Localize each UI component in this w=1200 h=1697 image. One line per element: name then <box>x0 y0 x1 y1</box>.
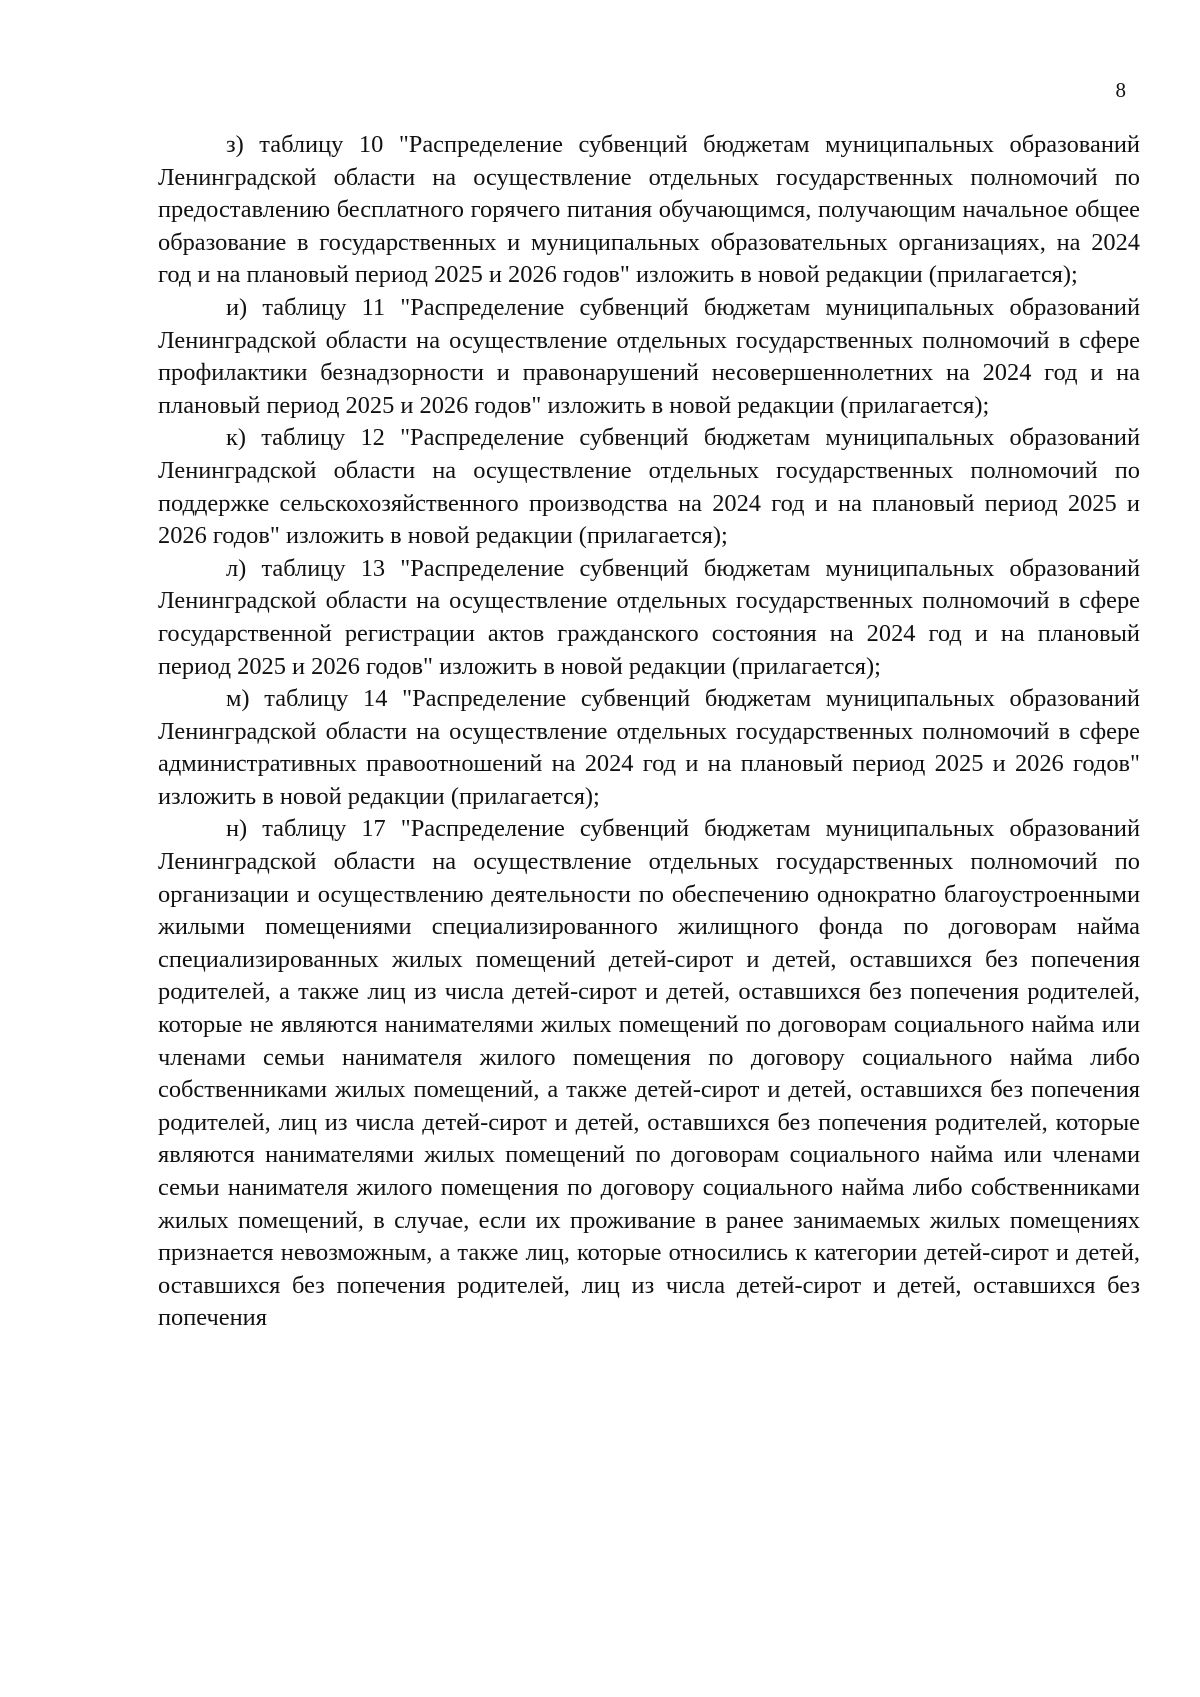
paragraph-m: м) таблицу 14 "Распределение субвенций бюджетам муниципальных образований Ленинградской области на осуществление отдельных государственных полномочий в сфере административных правоотношений на 2024 год и на плановый период 2025 и 2026 годов" изложить в новой редакции (прилагается); <box>158 685 1140 810</box>
paragraph-n: н) таблицу 17 "Распределение субвенций бюджетам муниципальных образований Ленинградской области на осуществление отдельных государственных полномочий по организации и осуществлению деятельности по обеспечению однократно благоустроенными жилыми помещениями специализированного жилищного фонда по договорам найма специализированных жилых помещений детей-сирот и детей, оставшихся без попечения родителей, а также лиц из числа детей-сирот и детей, оставшихся без попечения родителей, которые не являются нанимателями жилых помещений по договорам социального найма или членами семьи нанимателя жилого помещения по договору социального найма либо собственниками жилых помещений, а также детей-сирот и детей, оставшихся без попечения родителей, лиц из числа детей-сирот и детей, оставшихся без попечения родителей, которые являются нанимателями жилых помещений по договорам социального найма или членами семьи нанимателя жилого помещения по договору социального найма либо собственниками жилых помещений, в случае, если их проживание в ранее занимаемых жилых помещениях признается невозможным, а также лиц, которые относились к категории детей-сирот и детей, оставшихся без попечения родителей, лиц из числа детей-сирот и детей, оставшихся без попечения <box>158 815 1140 1332</box>
paragraph-i: и) таблицу 11 "Распределение субвенций бюджетам муниципальных образований Ленинградской области на осуществление отдельных государственных полномочий в сфере профилактики безнадзорности и правонарушений несовершеннолетних на 2024 год и на плановый период 2025 и 2026 годов" изложить в новой редакции (прилагается); <box>158 293 1140 419</box>
document-body <box>158 129 1140 1335</box>
paragraph-l: л) таблицу 13 "Распределение субвенций бюджетам муниципальных образований Ленинградской области на осуществление отдельных государственных полномочий в сфере государственной регистрации актов гражданского состояния на 2024 год и на плановый период 2025 и 2026 годов" изложить в новой редакции (прилагается); <box>158 554 1140 680</box>
paragraph-k: к) таблицу 12 "Распределение субвенций бюджетам муниципальных образований Ленинградской области на осуществление отдельных государственных полномочий по поддержке сельскохозяйственного производства на 2024 год и на плановый период 2025 и 2026 годов" изложить в новой редакции (прилагается); <box>158 424 1140 550</box>
paragraph-z: з) таблицу 10 "Распределение субвенций бюджетам муниципальных образований Ленинградской области на осуществление отдельных государственных полномочий по предоставлению бесплатного горячего питания обучающимся, получающим начальное общее образование в государственных и муниципальных образовательных организациях, на 2024 год и на плановый период 2025 и 2026 годов" изложить в новой редакции (прилагается); <box>158 131 1140 289</box>
page-number: 8 <box>1115 78 1126 102</box>
